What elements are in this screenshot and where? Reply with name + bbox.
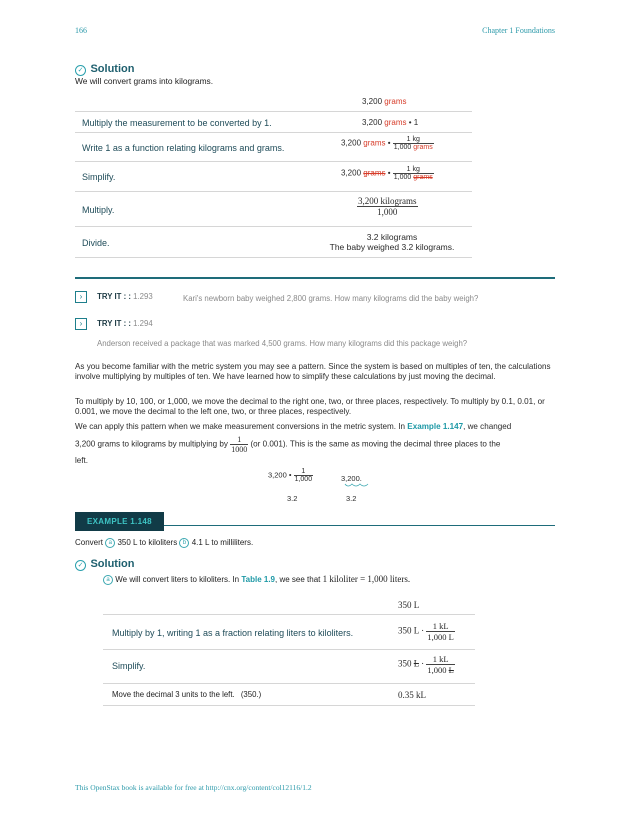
check-circle-icon: ✓ [75, 560, 86, 571]
example-band: EXAMPLE 1.148 [75, 512, 164, 531]
chevron-right-icon[interactable]: › [75, 291, 87, 303]
example-sub-intro: a We will convert liters to kiloliters. In Table 1.9, we see that 1 kiloliter = 1,000 liters. [103, 574, 410, 585]
ex-step-3-label: Move the decimal 3 units to the left. (350.) [112, 690, 262, 699]
step-4-label: Multiply. [82, 205, 115, 215]
example-solution-heading: ✓ Solution [75, 554, 134, 572]
try-it-1293: › TRY IT : : 1.293 [75, 291, 153, 303]
step-1-expr: 3,200 grams • 1 [362, 118, 419, 127]
illustration-right: 3,200. [341, 474, 362, 483]
solution-title: Solution [90, 63, 135, 75]
solution-intro: We will convert grams into kilograms. [75, 76, 214, 86]
section-divider [75, 277, 555, 279]
paragraph-left: left. [75, 456, 89, 465]
ex-step-2-expr: 350 L · $\frac{1 kL}{1,000 L}$ [398, 654, 454, 675]
solution-heading [75, 59, 134, 77]
illustration-right-result: 3.2 [346, 494, 357, 503]
table-link[interactable]: Table 1.9 [241, 575, 276, 584]
step-5-label: Divide. [82, 238, 110, 248]
step-5-result: 3.2 kilograms The baby weighed 3.2 kilograms. [329, 232, 455, 252]
try-it-1293-text: Kari's newborn baby weighed 2,800 grams. How many kilograms did the baby weigh? [183, 294, 479, 303]
chevron-right-icon[interactable]: › [75, 318, 87, 330]
ex-step-1-expr: 350 L · $\frac{1 kL}{1,000 L}$ [398, 621, 454, 642]
step-3-expr: 3,200 grams • $\frac{1 kg}{\text{1,000 grams}}$ [341, 166, 433, 181]
ex-step-1-label: Multiply by 1, writing 1 as a fraction relating liters to kiloliters. [112, 628, 354, 638]
step-3-label: Simplify. [82, 172, 116, 182]
step-2-expr: 3,200 grams • $\frac{1 kg}{\text{1,000 grams}}$ [341, 136, 433, 151]
ex-step-3-result: 0.35 kL [398, 690, 426, 700]
start-expression: 3,200 grams [362, 97, 407, 106]
paragraph-pattern: As you become familiar with the metric system you may see a pattern. Since the system is based on multiples of ten, the calculations involve multiplying by multiples of ten. We have learned how to simplify these calculations by just moving the decimal. [75, 362, 551, 382]
try-it-1294-text: Anderson received a package that was marked 4,500 grams. How many kilograms did this package weigh? [97, 339, 468, 348]
footer-note: This OpenStax book is available for free at http://cnx.org/content/col12116/1.2 [75, 783, 312, 792]
part-b-marker: b [179, 538, 189, 548]
ex-step-2-label: Simplify. [112, 661, 146, 671]
paragraph-apply: We can apply this pattern when we make measurement conversions in the metric system. In Example 1.147, we changed [75, 422, 512, 431]
step-2-label: Write 1 as a function relating kilograms and grams. [82, 143, 285, 153]
part-a-marker: a [105, 538, 115, 548]
page-number: 166 [75, 26, 87, 35]
try-it-1294: › TRY IT : : 1.294 [75, 318, 153, 330]
illustration-left: 3,200 • $\frac{1}{1,000}$ [268, 468, 313, 483]
decimal-move-arrows [344, 483, 370, 489]
step-4-expr: $\frac{\text{3,200 kilograms}}{1,000}$ [358, 196, 417, 217]
example-start-value: 350 L [398, 600, 420, 610]
chapter-title: Chapter 1 Foundations [482, 26, 555, 35]
check-circle-icon: ✓ [75, 65, 86, 76]
paragraph-apply-2: 3,200 grams to kilograms by multiplying by $\frac{1}{1000}$ (or 0.001). This is the same as moving the decimal three places to the [75, 435, 501, 454]
example-link[interactable]: Example 1.147 [407, 422, 464, 431]
paragraph-decimal: To multiply by 10, 100, or 1,000, we move the decimal to the right one, two, or three places, respectively. To multiply by 0.1, 0.01, or 0.001, we move the decimal to the left one, two, or three places, respectively. [75, 397, 545, 417]
step-1-label: Multiply the measurement to be converted by 1. [82, 118, 272, 128]
illustration-left-result: 3.2 [287, 494, 298, 503]
example-prompt: Convert a 350 L to kiloliters b 4.1 L to milliliters. [75, 538, 254, 548]
